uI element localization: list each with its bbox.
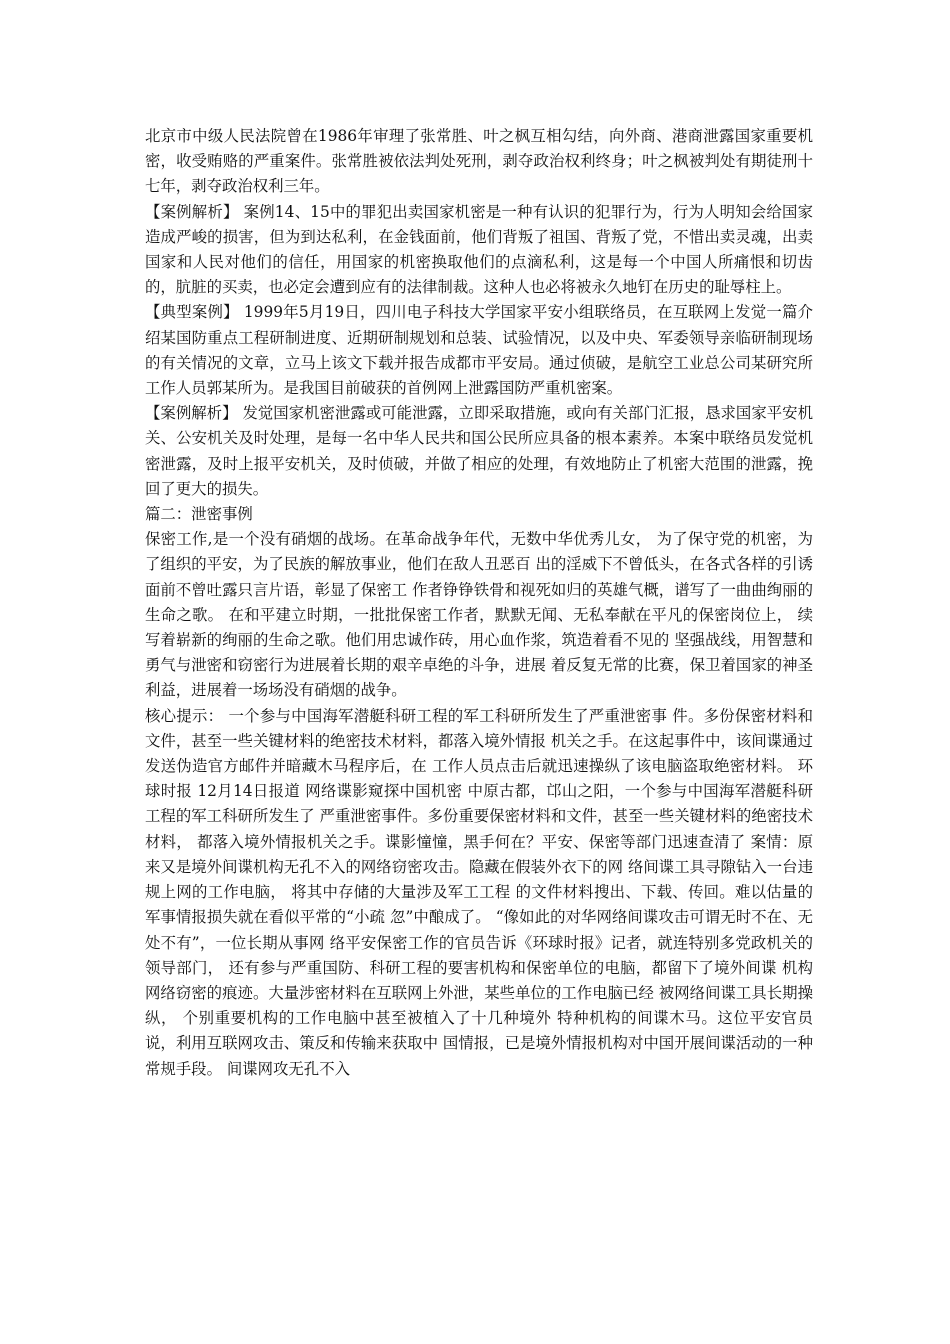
section-heading: 篇二：泄密事例	[145, 505, 253, 524]
paragraph-case-analysis-2: 【案例解析】 发觉国家机密泄露或可能泄露，立即采取措施，或向有关部门汇报，恳求国家平安机关、公安机关及时处理，是每一名中华人民共和国公民所应具备的根本素养。本案中联络员发觉机密泄露，及时上报平安机关，及时侦破，并做了相应的处理，有效地防止了机密大范围的泄露，挽回了更大的损失。	[145, 404, 813, 498]
paragraph-case-verdict: 北京市中级人民法院曾在1986年审理了张常胜、叶之枫互相勾结，向外商、港商泄露国家重要机密，收受贿赂的严重案件。张常胜被依法判处死刑，剥夺政治权利终身；叶之枫被判处有期徒刑十七年，剥夺政治权利三年。	[145, 127, 813, 196]
document-body	[145, 124, 813, 1082]
paragraph-core-tip: 核心提示： 一个参与中国海军潜艇科研工程的军工科研所发生了严重泄密事 件。多份保密材料和文件，甚至一些关键材料的绝密技术材料，都落入境外情报 机关之手。在这起事件中，该间谍通过发送伪造官方邮件并暗藏木马程序后，在 工作人员点击后就迅速操纵了该电脑盗取绝密材料。 环球时报 12月14日报道 网络谍影窥探中国机密 中原古都，邙山之阳，一个参与中国海军潜艇科研工程的军工科研所发生了 严重泄密事件。多份重要保密材料和文件，甚至一些关键材料的绝密技术材料， 都落入境外情报机关之手。谍影憧憧，黑手何在？平安、保密等部门迅速查清了 案情：原来又是境外间谍机构无孔不入的网络窃密攻击。隐藏在假装外衣下的网 络间谍工具寻隙钻入一台违规上网的工作电脑， 将其中存储的大量涉及军工工程 的文件材料搜出、下载、传回。难以估量的军事情报损失就在看似平常的“小疏 忽”中酿成了。 “像如此的对华网络间谍攻击可谓无时不在、无处不有”，一位长期从事网 络平安保密工作的官员告诉《环球时报》记者，就连特别多党政机关的领导部门， 还有参与严重国防、科研工程的要害机构和保密单位的电脑，都留下了境外间谍 机构网络窃密的痕迹。大量涉密材料在互联网上外泄，某些单位的工作电脑已经 被网络间谍工具长期操纵， 个别重要机构的工作电脑中甚至被植入了十几种境外 特种机构的间谍木马。这位平安官员说，利用互联网攻击、策反和传输来获取中 国情报，已是境外情报机构对中国开展间谍活动的一种常规手段。 间谍网攻无孔不入	[145, 706, 813, 1078]
paragraph-intro: 保密工作,是一个没有硝烟的战场。在革命战争年代，无数中华优秀儿女， 为了保守党的机密，为了组织的平安，为了民族的解放事业，他们在敌人丑恶百 出的淫威下不曾低头，在各式各样的引诱面前不曾吐露只言片语，彰显了保密工 作者铮铮铁骨和视死如归的英雄气概，谱写了一曲曲绚丽的生命之歌。 在和平建立时期，一批批保密工作者，默默无闻、无私奉献在平凡的保密岗位上， 续写着崭新的绚丽的生命之歌。他们用忠诚作砖，用心血作浆，筑造着看不见的 坚强战线，用智慧和勇气与泄密和窃密行为进展着长期的艰辛卓绝的斗争，进展 着反复无常的比赛，保卫着国家的神圣利益，进展着一场场没有硝烟的战争。	[145, 530, 813, 700]
paragraph-case-analysis-1: 【案例解析】 案例14、15中的罪犯出卖国家机密是一种有认识的犯罪行为，行为人明知会给国家造成严峻的损害，但为到达私利，在金钱面前，他们背叛了祖国、背叛了党，不惜出卖灵魂，出卖国家和人民对他们的信任，用国家的机密换取他们的点滴私利，这是每一个中国人所痛恨和切齿的，肮脏的买卖，也必定会遭到应有的法律制裁。这种人也必将被永久地钉在历史的耻辱柱上。	[145, 202, 813, 297]
paragraph-typical-case: 【典型案例】 1999年5月19日，四川电子科技大学国家平安小组联络员，在互联网上发觉一篇介绍某国防重点工程研制进度、近期研制规划和总装、试验情况，以及中央、军委领导亲临研制现场的有关情况的文章，立马上该文下载并报告成都市平安局。通过侦破，是航空工业总公司某研究所工作人员郭某所为。是我国目前破获的首例网上泄露国防严重机密案。	[145, 303, 813, 398]
